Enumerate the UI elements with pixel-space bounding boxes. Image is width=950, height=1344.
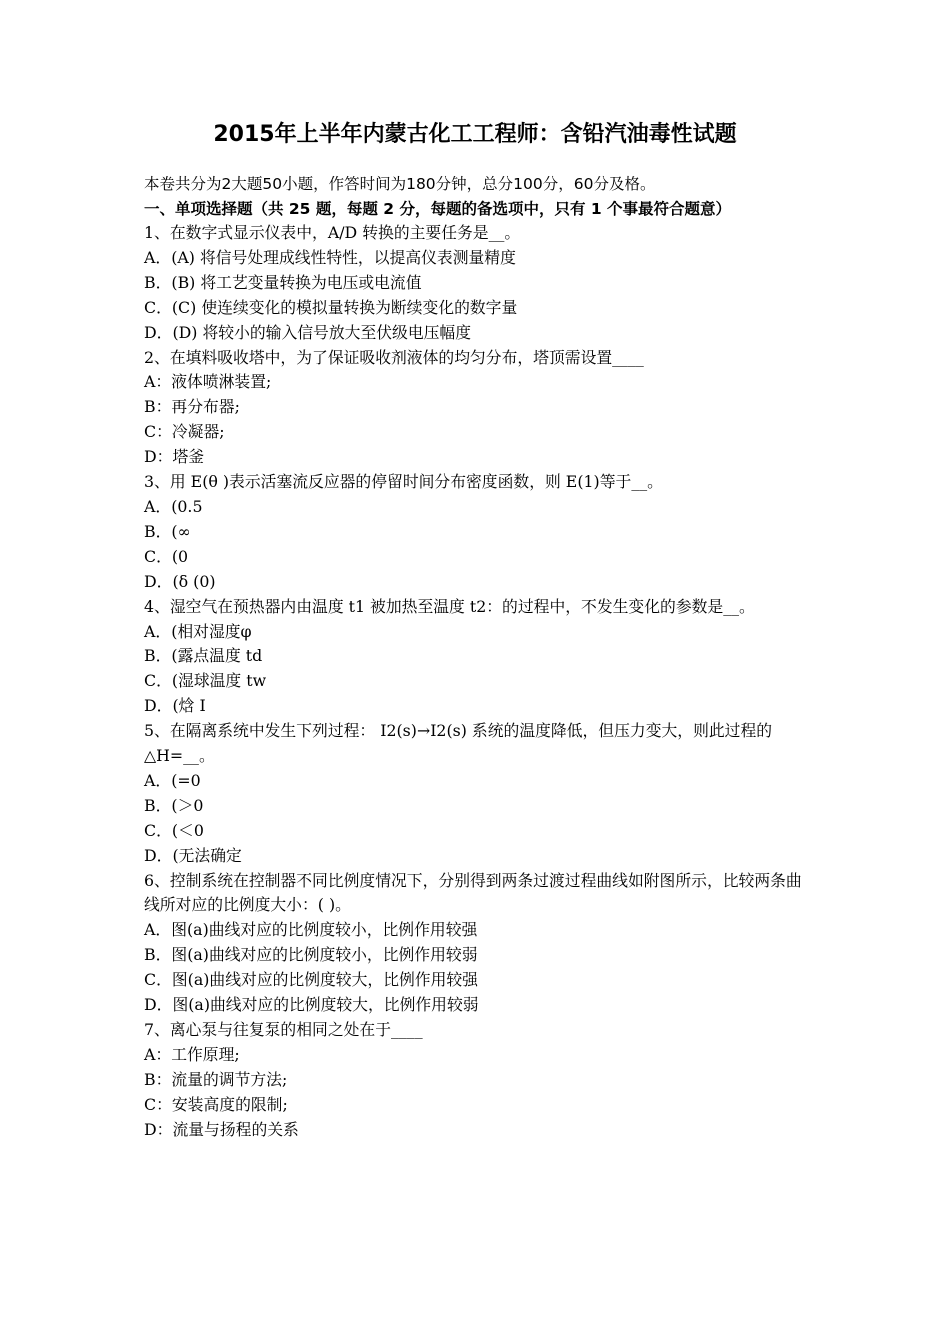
option-c: C：冷凝器; bbox=[144, 422, 225, 442]
option-c: C：安装高度的限制; bbox=[144, 1094, 288, 1114]
option-b: B．(露点温度 td bbox=[144, 646, 263, 666]
option-a: A．图(a)曲线对应的比例度较小，比例作用较强 bbox=[144, 920, 478, 940]
option-b: B：流量的调节方法; bbox=[144, 1069, 288, 1089]
question-7 bbox=[144, 1018, 816, 1143]
option-b: B．(B) 将工艺变量转换为电压或电流值 bbox=[144, 272, 422, 292]
question-stem: 4、湿空气在预热器内由温度 t1 被加热至温度 t2：的过程中，不发生变化的参数是__。 bbox=[144, 596, 755, 616]
question-1 bbox=[144, 221, 816, 346]
option-d: D：流量与扬程的关系 bbox=[144, 1119, 299, 1139]
question-stem: 5、在隔离系统中发生下列过程： I2(s)→I2(s) 系统的温度降低，但压力变大，则此过程的△H=__。 bbox=[144, 721, 773, 766]
option-d: D．(焓 I bbox=[144, 696, 206, 716]
document-body bbox=[144, 172, 816, 1143]
option-c: C．图(a)曲线对应的比例度较大，比例作用较强 bbox=[144, 970, 478, 990]
question-stem: 3、用 E(θ )表示活塞流反应器的停留时间分布密度函数，则 E(1)等于__。 bbox=[144, 472, 663, 492]
option-c: C．(0 bbox=[144, 546, 189, 566]
option-d: D：塔釜 bbox=[144, 447, 205, 467]
option-a: A．(0.5 bbox=[144, 496, 203, 516]
option-a: A．(=0 bbox=[144, 770, 201, 790]
option-c: C．(＜0 bbox=[144, 820, 204, 840]
section-heading: 一、单项选择题（共 25 题，每题 2 分，每题的备选项中，只有 1 个事最符合题意） bbox=[144, 200, 732, 218]
option-b: B：再分布器; bbox=[144, 397, 240, 417]
exam-intro: 本卷共分为2大题50小题，作答时间为180分钟，总分100分，60分及格。 bbox=[144, 175, 656, 193]
option-a: A．(相对湿度φ bbox=[144, 621, 252, 641]
option-d: D．图(a)曲线对应的比例度较大，比例作用较弱 bbox=[144, 995, 479, 1015]
option-b: B．(＞0 bbox=[144, 795, 204, 815]
document-title: 2015年上半年内蒙古化工工程师：含铅汽油毒性试题 bbox=[213, 122, 737, 147]
question-stem: 7、离心泵与往复泵的相同之处在于____ bbox=[144, 1020, 423, 1039]
question-4 bbox=[144, 595, 816, 720]
question-2 bbox=[144, 346, 816, 471]
option-c: C．(C) 使连续变化的模拟量转换为断续变化的数字量 bbox=[144, 297, 518, 317]
option-d: D．(δ (0) bbox=[144, 571, 216, 591]
option-a: A：工作原理; bbox=[144, 1044, 240, 1064]
question-3 bbox=[144, 470, 816, 595]
option-c: C．(湿球温度 tw bbox=[144, 671, 267, 691]
option-b: B．图(a)曲线对应的比例度较小，比例作用较弱 bbox=[144, 945, 478, 965]
option-d: D．(无法确定 bbox=[144, 845, 242, 865]
option-d: D．(D) 将较小的输入信号放大至伏级电压幅度 bbox=[144, 322, 472, 342]
question-stem: 1、在数字式显示仪表中，A/D 转换的主要任务是__。 bbox=[144, 223, 521, 242]
option-a: A：液体喷淋装置; bbox=[144, 372, 272, 392]
question-5 bbox=[144, 719, 816, 868]
option-a: A．(A) 将信号处理成线性特性，以提高仪表测量精度 bbox=[144, 247, 516, 267]
question-6 bbox=[144, 869, 816, 1018]
question-stem: 2、在填料吸收塔中，为了保证吸收剂液体的均匀分布，塔顶需设置____ bbox=[144, 347, 644, 367]
option-b: B．(∞ bbox=[144, 521, 191, 541]
question-stem: 6、控制系统在控制器不同比例度情况下，分别得到两条过渡过程曲线如附图所示，比较两条曲线所对应的比例度大小：( )。 bbox=[144, 870, 802, 915]
